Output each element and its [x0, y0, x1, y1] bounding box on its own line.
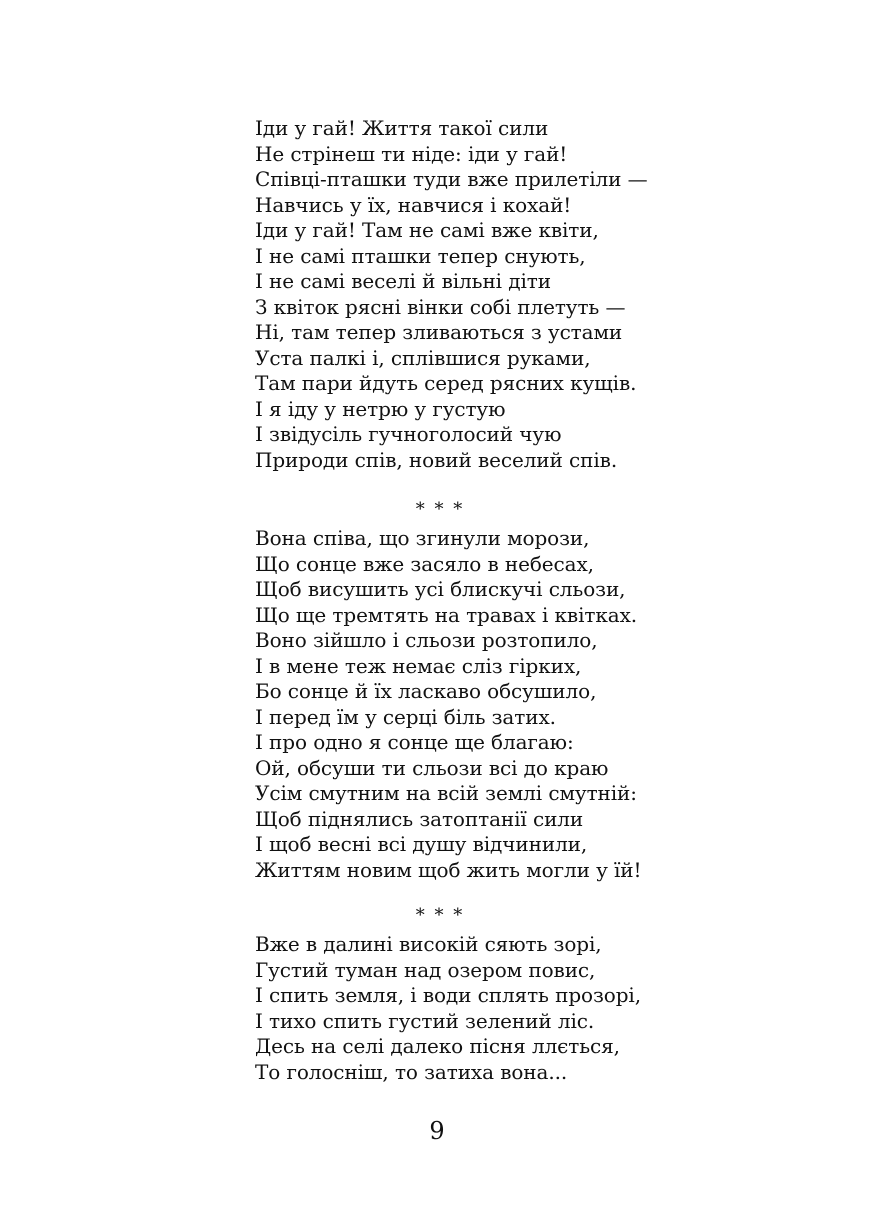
poem-line: Співці-пташки туди вже прилетіли — — [255, 167, 648, 191]
poem-line: Густий туман над озером повис, — [255, 957, 596, 982]
poem-line: Там пари йдуть серед рясних кущів. — [255, 371, 637, 395]
poem-line: Воно зійшло і сльози розтопило, — [255, 628, 598, 652]
poem-line: І не самі пташки тепер снують, — [255, 243, 586, 268]
poem-line: І тихо спить густий зелений ліс. — [255, 1008, 595, 1033]
poem-line: Ні, там тепер зливаються з устами — [255, 320, 623, 344]
poem-line: І в мене теж немає сліз гірких, — [255, 653, 582, 678]
poem-line: Життям новим щоб жить могли у їй! — [255, 857, 642, 882]
poem-line: Навчись у їх, навчися і кохай! — [255, 192, 572, 217]
poem-line: З квіток рясні вінки собі плетуть — — [255, 294, 626, 319]
poem-line: Що сонце вже засяло в небесах, — [255, 551, 594, 576]
poem-line: І щоб весні всі душу відчинили, — [255, 832, 588, 856]
stanza-1 — [255, 116, 815, 473]
section-separator: * * * — [415, 905, 465, 926]
poem-line: Вже в далині високій сяють зорі, — [255, 932, 602, 956]
poem-line: Уста палкі і, сплівшися руками, — [255, 345, 591, 370]
page-number: 9 — [429, 1117, 445, 1145]
poem-line: Усім смутним на всій землі смутній: — [255, 781, 637, 805]
poem-line: Іди у гай! Життя такої сили — [255, 116, 549, 140]
poem-line: Щоб піднялись затоптанії сили — [255, 806, 584, 831]
section-separator: * * * — [415, 499, 465, 520]
poem-line: Десь на селі далеко пісня ллється, — [255, 1034, 620, 1058]
poem-line: І я іду у нетрю у густую — [255, 396, 506, 421]
poem-line: Щоб висушить усі блискучі сльози, — [255, 577, 626, 601]
stanza-3 — [255, 932, 815, 1085]
stanza-2 — [255, 526, 815, 883]
poem-line: Природи спів, новий веселий спів. — [255, 447, 618, 472]
poem-line: Вона співа, що згинули морози, — [255, 526, 590, 550]
poem-line: І про одно я сонце ще благаю: — [255, 730, 574, 754]
poem-line: І не самі веселі й вільні діти — [255, 269, 551, 293]
poem-line: Іди у гай! Там не самі вже квіти, — [255, 218, 599, 242]
poem-line: Ой, обсуши ти сльози всі до краю — [255, 755, 609, 780]
poem-line: Не стрінеш ти ніде: іди у гай! — [255, 141, 568, 166]
poem-line: То голосніш, то затиха вона... — [255, 1059, 568, 1084]
poem-line: І перед їм у серці біль затих. — [255, 704, 556, 729]
poem-line: Що ще тремтять на травах і квітках. — [255, 602, 638, 627]
poem-line: Бо сонце й їх ласкаво обсушило, — [255, 679, 597, 703]
poem-line: І спить земля, і води сплять прозорі, — [255, 983, 641, 1007]
poem-line: І звідусіль гучноголосий чую — [255, 422, 562, 446]
